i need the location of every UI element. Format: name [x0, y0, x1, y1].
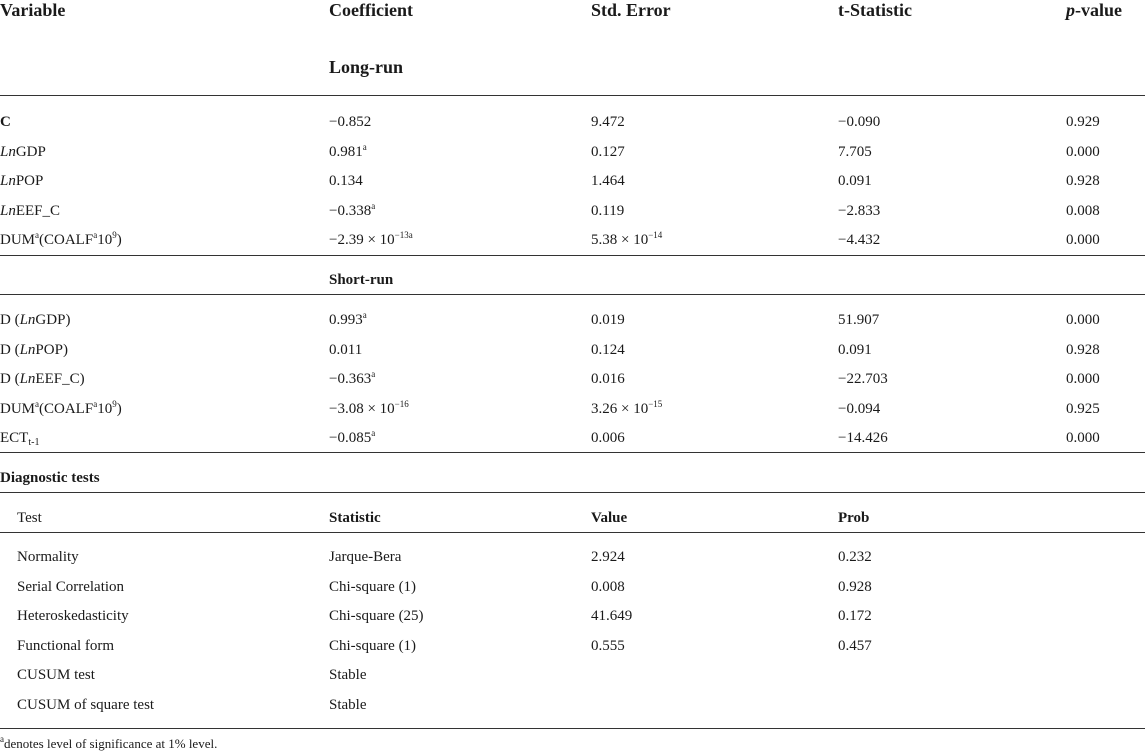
long-run-coefficient: 0.981$^a$	[329, 141, 367, 160]
short-run-variable: D (LnEEF_C)	[0, 371, 85, 387]
header-std-error: Std. Error	[591, 0, 671, 20]
diag-prob: 0.172	[838, 608, 872, 624]
short-run-coefficient: 0.993$^a$	[329, 310, 367, 328]
long-run-p-value: 0.008	[1066, 202, 1100, 219]
short-run-coefficient: −0.085$^a$	[329, 428, 376, 446]
diag-test: Heteroskedasticity	[17, 608, 129, 624]
diag-test: CUSUM test	[17, 667, 95, 683]
long-run-coefficient: $-2.39 \times 10^{-13a}$	[329, 230, 413, 248]
diag-value: 2.924	[591, 549, 625, 565]
long-run-p-value: 0.929	[1066, 114, 1100, 130]
footnote: $^a$denotes level of significance at 1% level.	[0, 734, 218, 751]
long-run-variable: C	[0, 114, 11, 130]
short-run-variable: $DUM^a(COALF^a10^9)$	[0, 398, 122, 417]
short-run-p-value: 0.928	[1066, 341, 1100, 358]
long-run-t-statistic: 7.705	[838, 143, 872, 160]
long-run-p-value: 0.000	[1066, 232, 1100, 248]
short-run-t-statistic: −0.094	[838, 400, 881, 417]
short-run-coefficient: −0.363$^a$	[329, 369, 376, 387]
short-run-t-statistic: −14.426	[838, 430, 888, 446]
short-run-std-error: 0.016	[591, 371, 625, 387]
diag-test: Normality	[17, 549, 79, 565]
short-run-t-statistic: −22.703	[838, 371, 888, 387]
divider	[0, 452, 1145, 453]
long-run-variable: $DUM^a(COALF^a10^9)$	[0, 230, 122, 248]
header-variable: Variable	[0, 0, 66, 20]
short-run-variable: D (LnGDP)	[0, 312, 71, 328]
short-run-p-value: 0.000	[1066, 312, 1100, 328]
diag-statistic: Chi-square (1)	[329, 578, 417, 595]
diag-statistic: Stable	[329, 696, 367, 713]
divider	[0, 492, 1145, 493]
short-run-p-value: 0.925	[1066, 400, 1100, 417]
diag-statistic: Chi-square (25)	[329, 608, 424, 624]
long-run-std-error: 9.472	[591, 114, 625, 130]
short-run-variable: $ECT_{t-1}$	[0, 430, 40, 448]
short-run-std-error: 0.006	[591, 430, 625, 446]
long-run-std-error: 0.127	[591, 143, 625, 160]
diag-prob: 0.457	[838, 637, 872, 654]
diag-header-statistic: Statistic	[329, 510, 381, 526]
diag-statistic: Chi-square (1)	[329, 637, 417, 654]
diag-header-value: Value	[591, 510, 628, 526]
long-run-coefficient: 0.134	[329, 173, 363, 189]
short-run-t-statistic: 51.907	[838, 312, 880, 328]
section-short-run: Short-run	[329, 272, 394, 288]
short-run-p-value: 0.000	[1066, 371, 1100, 387]
long-run-t-statistic: −2.833	[838, 202, 881, 219]
diag-test: Functional form	[17, 637, 115, 654]
diag-value: 0.008	[591, 578, 625, 595]
long-run-std-error: 0.119	[591, 202, 625, 219]
diag-prob: 0.928	[838, 578, 872, 595]
header-coefficient: Coefficient	[329, 0, 413, 20]
long-run-variable: LnEEF_C	[0, 202, 61, 219]
long-run-coefficient: −0.338$^a$	[329, 200, 376, 219]
diag-test: CUSUM of square test	[17, 696, 155, 713]
divider	[0, 255, 1145, 256]
divider	[0, 728, 1145, 729]
short-run-variable: D (LnPOP)	[0, 341, 68, 358]
diag-test: Serial Correlation	[17, 578, 125, 595]
header-p-value: p-value	[1066, 0, 1122, 20]
diag-statistic: Stable	[329, 667, 367, 683]
short-run-t-statistic: 0.091	[838, 341, 872, 358]
long-run-t-statistic: −4.432	[838, 232, 881, 248]
long-run-p-value: 0.928	[1066, 173, 1100, 189]
section-long-run: Long-run	[329, 57, 404, 77]
short-run-std-error: $3.26 \times 10^{-15}$	[591, 398, 663, 417]
divider	[0, 95, 1145, 96]
diag-value: 41.649	[591, 608, 633, 624]
long-run-std-error: 1.464	[591, 173, 625, 189]
long-run-coefficient: −0.852	[329, 114, 372, 130]
divider	[0, 532, 1145, 533]
diag-statistic: Jarque-Bera	[329, 549, 402, 565]
long-run-p-value: 0.000	[1066, 143, 1100, 160]
diag-header-prob: Prob	[838, 510, 870, 526]
short-run-p-value: 0.000	[1066, 430, 1100, 446]
long-run-variable: LnPOP	[0, 173, 44, 189]
divider	[0, 294, 1145, 295]
long-run-t-statistic: −0.090	[838, 114, 881, 130]
header-t-statistic: t-Statistic	[838, 0, 912, 20]
short-run-coefficient: 0.011	[329, 341, 363, 358]
diag-header-test: Test	[17, 510, 42, 526]
long-run-variable: LnGDP	[0, 143, 46, 160]
short-run-coefficient: $-3.08 \times 10^{-16}$	[329, 398, 409, 417]
short-run-std-error: 0.124	[591, 341, 625, 358]
section-diagnostic: Diagnostic tests	[0, 470, 100, 486]
long-run-std-error: $5.38 \times 10^{-14}$	[591, 230, 663, 248]
diag-value: 0.555	[591, 637, 625, 654]
short-run-std-error: 0.019	[591, 312, 625, 328]
long-run-t-statistic: 0.091	[838, 173, 872, 189]
diag-prob: 0.232	[838, 549, 872, 565]
